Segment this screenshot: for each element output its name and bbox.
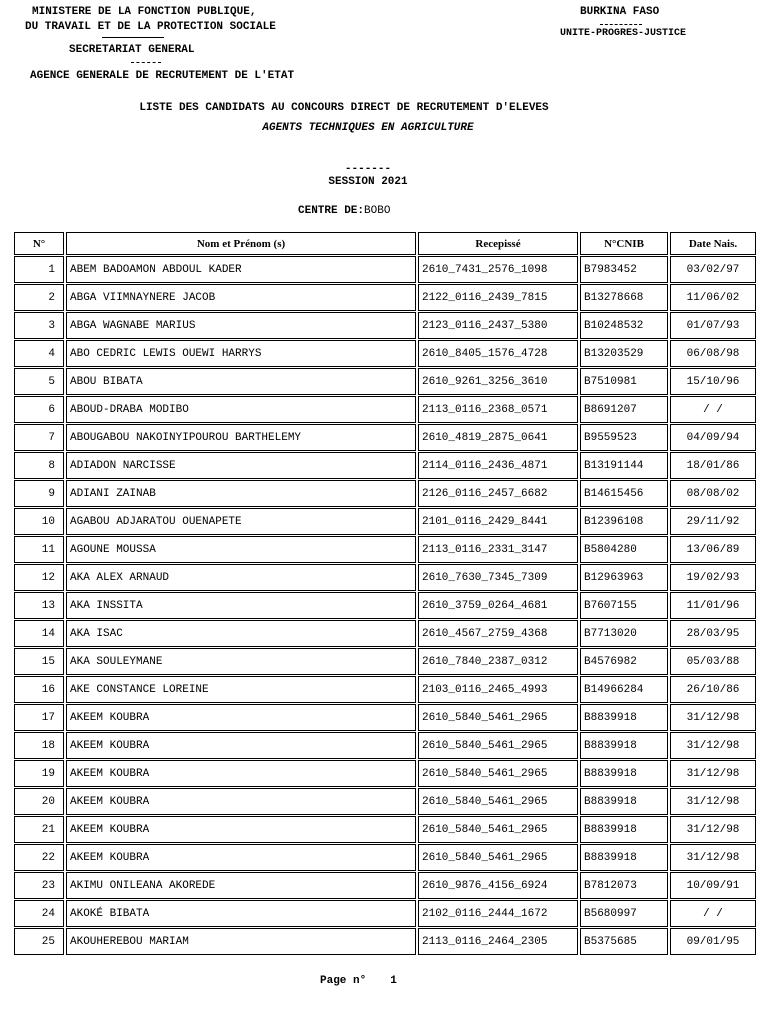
birth-date: 03/02/97 bbox=[670, 256, 756, 283]
table-row bbox=[14, 676, 756, 703]
candidate-name: ABOUGABOU NAKOINYIPOUROU BARTHELEMY bbox=[66, 424, 416, 451]
cnib-number: B14966284 bbox=[580, 676, 668, 703]
cnib-number: B8691207 bbox=[580, 396, 668, 423]
table-row bbox=[14, 284, 756, 311]
receipt-number: 2610_7431_2576_1098 bbox=[418, 256, 578, 283]
centre-value: BOBO bbox=[364, 205, 391, 217]
row-number: 1 bbox=[14, 256, 64, 283]
table-row bbox=[14, 592, 756, 619]
header-divider bbox=[131, 62, 161, 63]
cnib-number: B5804280 bbox=[580, 536, 668, 563]
cnib-number: B7607155 bbox=[580, 592, 668, 619]
row-number: 17 bbox=[14, 704, 64, 731]
receipt-number: 2102_0116_2444_1672 bbox=[418, 900, 578, 927]
cnib-number: B5680997 bbox=[580, 900, 668, 927]
receipt-number: 2610_7840_2387_0312 bbox=[418, 648, 578, 675]
birth-date: 31/12/98 bbox=[670, 732, 756, 759]
birth-date: 29/11/92 bbox=[670, 508, 756, 535]
country-motto: UNITE-PROGRES-JUSTICE bbox=[560, 28, 687, 39]
cnib-number: B13278668 bbox=[580, 284, 668, 311]
receipt-number: 2610_9261_3256_3610 bbox=[418, 368, 578, 395]
page-label: Page n° bbox=[320, 975, 367, 987]
title-separator: ------- bbox=[344, 163, 392, 175]
column-header-number: N° bbox=[14, 232, 64, 255]
column-header-name: Nom et Prénom (s) bbox=[66, 232, 416, 255]
table-row bbox=[14, 368, 756, 395]
receipt-number: 2126_0116_2457_6682 bbox=[418, 480, 578, 507]
birth-date: 26/10/86 bbox=[670, 676, 756, 703]
candidates-table bbox=[12, 232, 758, 955]
row-number: 24 bbox=[14, 900, 64, 927]
cnib-number: B8839918 bbox=[580, 816, 668, 843]
receipt-number: 2123_0116_2437_5380 bbox=[418, 312, 578, 339]
birth-date: 19/02/93 bbox=[670, 564, 756, 591]
table-header-row bbox=[14, 232, 756, 255]
birth-date: 04/09/94 bbox=[670, 424, 756, 451]
receipt-number: 2113_0116_2464_2305 bbox=[418, 928, 578, 955]
column-header-birthdate: Date Nais. bbox=[670, 232, 756, 255]
cnib-number: B8839918 bbox=[580, 732, 668, 759]
birth-date: 28/03/95 bbox=[670, 620, 756, 647]
table-body bbox=[14, 255, 756, 955]
page-indicator bbox=[320, 975, 397, 987]
cnib-number: B8839918 bbox=[580, 788, 668, 815]
birth-date: 31/12/98 bbox=[670, 844, 756, 871]
receipt-number: 2610_7630_7345_7309 bbox=[418, 564, 578, 591]
candidate-name: AKEEM KOUBRA bbox=[66, 788, 416, 815]
row-number: 14 bbox=[14, 620, 64, 647]
candidate-name: ADIADON NARCISSE bbox=[66, 452, 416, 479]
receipt-number: 2610_5840_5461_2965 bbox=[418, 816, 578, 843]
receipt-number: 2610_3759_0264_4681 bbox=[418, 592, 578, 619]
row-number: 22 bbox=[14, 844, 64, 871]
cnib-number: B10248532 bbox=[580, 312, 668, 339]
receipt-number: 2113_0116_2331_3147 bbox=[418, 536, 578, 563]
receipt-number: 2610_9876_4156_6924 bbox=[418, 872, 578, 899]
candidate-name: AKE CONSTANCE LOREINE bbox=[66, 676, 416, 703]
candidate-name: AKIMU ONILEANA AKOREDE bbox=[66, 872, 416, 899]
header-divider bbox=[600, 24, 642, 25]
receipt-number: 2610_5840_5461_2965 bbox=[418, 704, 578, 731]
cnib-number: B5375685 bbox=[580, 928, 668, 955]
cnib-number: B9559523 bbox=[580, 424, 668, 451]
candidate-name: ABGA WAGNABE MARIUS bbox=[66, 312, 416, 339]
row-number: 20 bbox=[14, 788, 64, 815]
birth-date: 09/01/95 bbox=[670, 928, 756, 955]
cnib-number: B8839918 bbox=[580, 844, 668, 871]
birth-date: 10/09/91 bbox=[670, 872, 756, 899]
birth-date: 06/08/98 bbox=[670, 340, 756, 367]
birth-date: / / bbox=[670, 396, 756, 423]
candidate-name: AKA SOULEYMANE bbox=[66, 648, 416, 675]
row-number: 9 bbox=[14, 480, 64, 507]
table-row bbox=[14, 536, 756, 563]
table-row bbox=[14, 788, 756, 815]
centre-label: CENTRE DE: bbox=[298, 205, 365, 217]
row-number: 25 bbox=[14, 928, 64, 955]
table-row bbox=[14, 508, 756, 535]
birth-date: 31/12/98 bbox=[670, 760, 756, 787]
cnib-number: B12963963 bbox=[580, 564, 668, 591]
candidate-name: AKEEM KOUBRA bbox=[66, 704, 416, 731]
table-row bbox=[14, 648, 756, 675]
column-header-cnib: N°CNIB bbox=[580, 232, 668, 255]
table-row bbox=[14, 340, 756, 367]
cnib-number: B14615456 bbox=[580, 480, 668, 507]
row-number: 5 bbox=[14, 368, 64, 395]
receipt-number: 2610_8405_1576_4728 bbox=[418, 340, 578, 367]
receipt-number: 2610_5840_5461_2965 bbox=[418, 788, 578, 815]
table-row bbox=[14, 844, 756, 871]
receipt-number: 2610_5840_5461_2965 bbox=[418, 844, 578, 871]
birth-date: 01/07/93 bbox=[670, 312, 756, 339]
list-title: LISTE DES CANDIDATS AU CONCOURS DIRECT DE RECRUTEMENT D'ELEVES bbox=[139, 102, 549, 114]
row-number: 23 bbox=[14, 872, 64, 899]
receipt-number: 2610_4819_2875_0641 bbox=[418, 424, 578, 451]
birth-date: / / bbox=[670, 900, 756, 927]
row-number: 3 bbox=[14, 312, 64, 339]
receipt-number: 2103_0116_2465_4993 bbox=[418, 676, 578, 703]
table-row bbox=[14, 480, 756, 507]
candidate-name: AKA ALEX ARNAUD bbox=[66, 564, 416, 591]
candidate-name: AGABOU ADJARATOU OUENAPETE bbox=[66, 508, 416, 535]
agency-line: AGENCE GENERALE DE RECRUTEMENT DE L'ETAT bbox=[30, 70, 295, 82]
birth-date: 05/03/88 bbox=[670, 648, 756, 675]
receipt-number: 2113_0116_2368_0571 bbox=[418, 396, 578, 423]
candidate-name: ABEM BADOAMON ABDOUL KADER bbox=[66, 256, 416, 283]
candidate-name: AGOUNE MOUSSA bbox=[66, 536, 416, 563]
table-row bbox=[14, 312, 756, 339]
candidate-name: AKEEM KOUBRA bbox=[66, 816, 416, 843]
candidate-name: ABOUD-DRABA MODIBO bbox=[66, 396, 416, 423]
secretariat-line: SECRETARIAT GENERAL bbox=[69, 44, 195, 56]
session-label: SESSION 2021 bbox=[328, 176, 408, 188]
cnib-number: B4576982 bbox=[580, 648, 668, 675]
country-name: BURKINA FASO bbox=[580, 6, 660, 18]
cnib-number: B13203529 bbox=[580, 340, 668, 367]
cnib-number: B7713020 bbox=[580, 620, 668, 647]
row-number: 19 bbox=[14, 760, 64, 787]
candidate-name: AKEEM KOUBRA bbox=[66, 760, 416, 787]
candidate-name: ABGA VIIMNAYNERE JACOB bbox=[66, 284, 416, 311]
ministry-line-2: DU TRAVAIL ET DE LA PROTECTION SOCIALE bbox=[25, 21, 276, 33]
row-number: 18 bbox=[14, 732, 64, 759]
row-number: 13 bbox=[14, 592, 64, 619]
row-number: 10 bbox=[14, 508, 64, 535]
table-row bbox=[14, 732, 756, 759]
row-number: 8 bbox=[14, 452, 64, 479]
table-row bbox=[14, 760, 756, 787]
candidate-name: ABO CEDRIC LEWIS OUEWI HARRYS bbox=[66, 340, 416, 367]
candidate-name: ADIANI ZAINAB bbox=[66, 480, 416, 507]
candidate-name: AKEEM KOUBRA bbox=[66, 844, 416, 871]
table-row bbox=[14, 396, 756, 423]
candidate-name: AKOKÉ BIBATA bbox=[66, 900, 416, 927]
table-row bbox=[14, 816, 756, 843]
table-row bbox=[14, 704, 756, 731]
candidate-name: ABOU BIBATA bbox=[66, 368, 416, 395]
page-number: 1 bbox=[390, 975, 397, 987]
cnib-number: B7812073 bbox=[580, 872, 668, 899]
row-number: 7 bbox=[14, 424, 64, 451]
birth-date: 31/12/98 bbox=[670, 704, 756, 731]
candidate-name: AKA ISAC bbox=[66, 620, 416, 647]
row-number: 4 bbox=[14, 340, 64, 367]
row-number: 2 bbox=[14, 284, 64, 311]
table-row bbox=[14, 452, 756, 479]
table-row bbox=[14, 928, 756, 955]
birth-date: 18/01/86 bbox=[670, 452, 756, 479]
ministry-line-1: MINISTERE DE LA FONCTION PUBLIQUE, bbox=[32, 6, 257, 18]
receipt-number: 2610_4567_2759_4368 bbox=[418, 620, 578, 647]
table-row bbox=[14, 620, 756, 647]
receipt-number: 2610_5840_5461_2965 bbox=[418, 732, 578, 759]
candidate-name: AKA INSSITA bbox=[66, 592, 416, 619]
row-number: 21 bbox=[14, 816, 64, 843]
list-subtitle: AGENTS TECHNIQUES EN AGRICULTURE bbox=[262, 122, 474, 134]
birth-date: 31/12/98 bbox=[670, 788, 756, 815]
row-number: 15 bbox=[14, 648, 64, 675]
centre-line bbox=[298, 205, 390, 217]
cnib-number: B7983452 bbox=[580, 256, 668, 283]
cnib-number: B8839918 bbox=[580, 704, 668, 731]
receipt-number: 2114_0116_2436_4871 bbox=[418, 452, 578, 479]
row-number: 6 bbox=[14, 396, 64, 423]
column-header-receipt: Recepissé bbox=[418, 232, 578, 255]
row-number: 16 bbox=[14, 676, 64, 703]
birth-date: 08/08/02 bbox=[670, 480, 756, 507]
cnib-number: B8839918 bbox=[580, 760, 668, 787]
cnib-number: B12396108 bbox=[580, 508, 668, 535]
birth-date: 15/10/96 bbox=[670, 368, 756, 395]
table-row bbox=[14, 256, 756, 283]
table-row bbox=[14, 564, 756, 591]
birth-date: 11/01/96 bbox=[670, 592, 756, 619]
row-number: 12 bbox=[14, 564, 64, 591]
birth-date: 31/12/98 bbox=[670, 816, 756, 843]
receipt-number: 2122_0116_2439_7815 bbox=[418, 284, 578, 311]
receipt-number: 2101_0116_2429_8441 bbox=[418, 508, 578, 535]
cnib-number: B13191144 bbox=[580, 452, 668, 479]
row-number: 11 bbox=[14, 536, 64, 563]
birth-date: 11/06/02 bbox=[670, 284, 756, 311]
birth-date: 13/06/89 bbox=[670, 536, 756, 563]
cnib-number: B7510981 bbox=[580, 368, 668, 395]
table-row bbox=[14, 424, 756, 451]
receipt-number: 2610_5840_5461_2965 bbox=[418, 760, 578, 787]
candidate-name: AKOUHEREBOU MARIAM bbox=[66, 928, 416, 955]
candidate-name: AKEEM KOUBRA bbox=[66, 732, 416, 759]
header-divider bbox=[102, 37, 164, 38]
table-row bbox=[14, 900, 756, 927]
table-row bbox=[14, 872, 756, 899]
